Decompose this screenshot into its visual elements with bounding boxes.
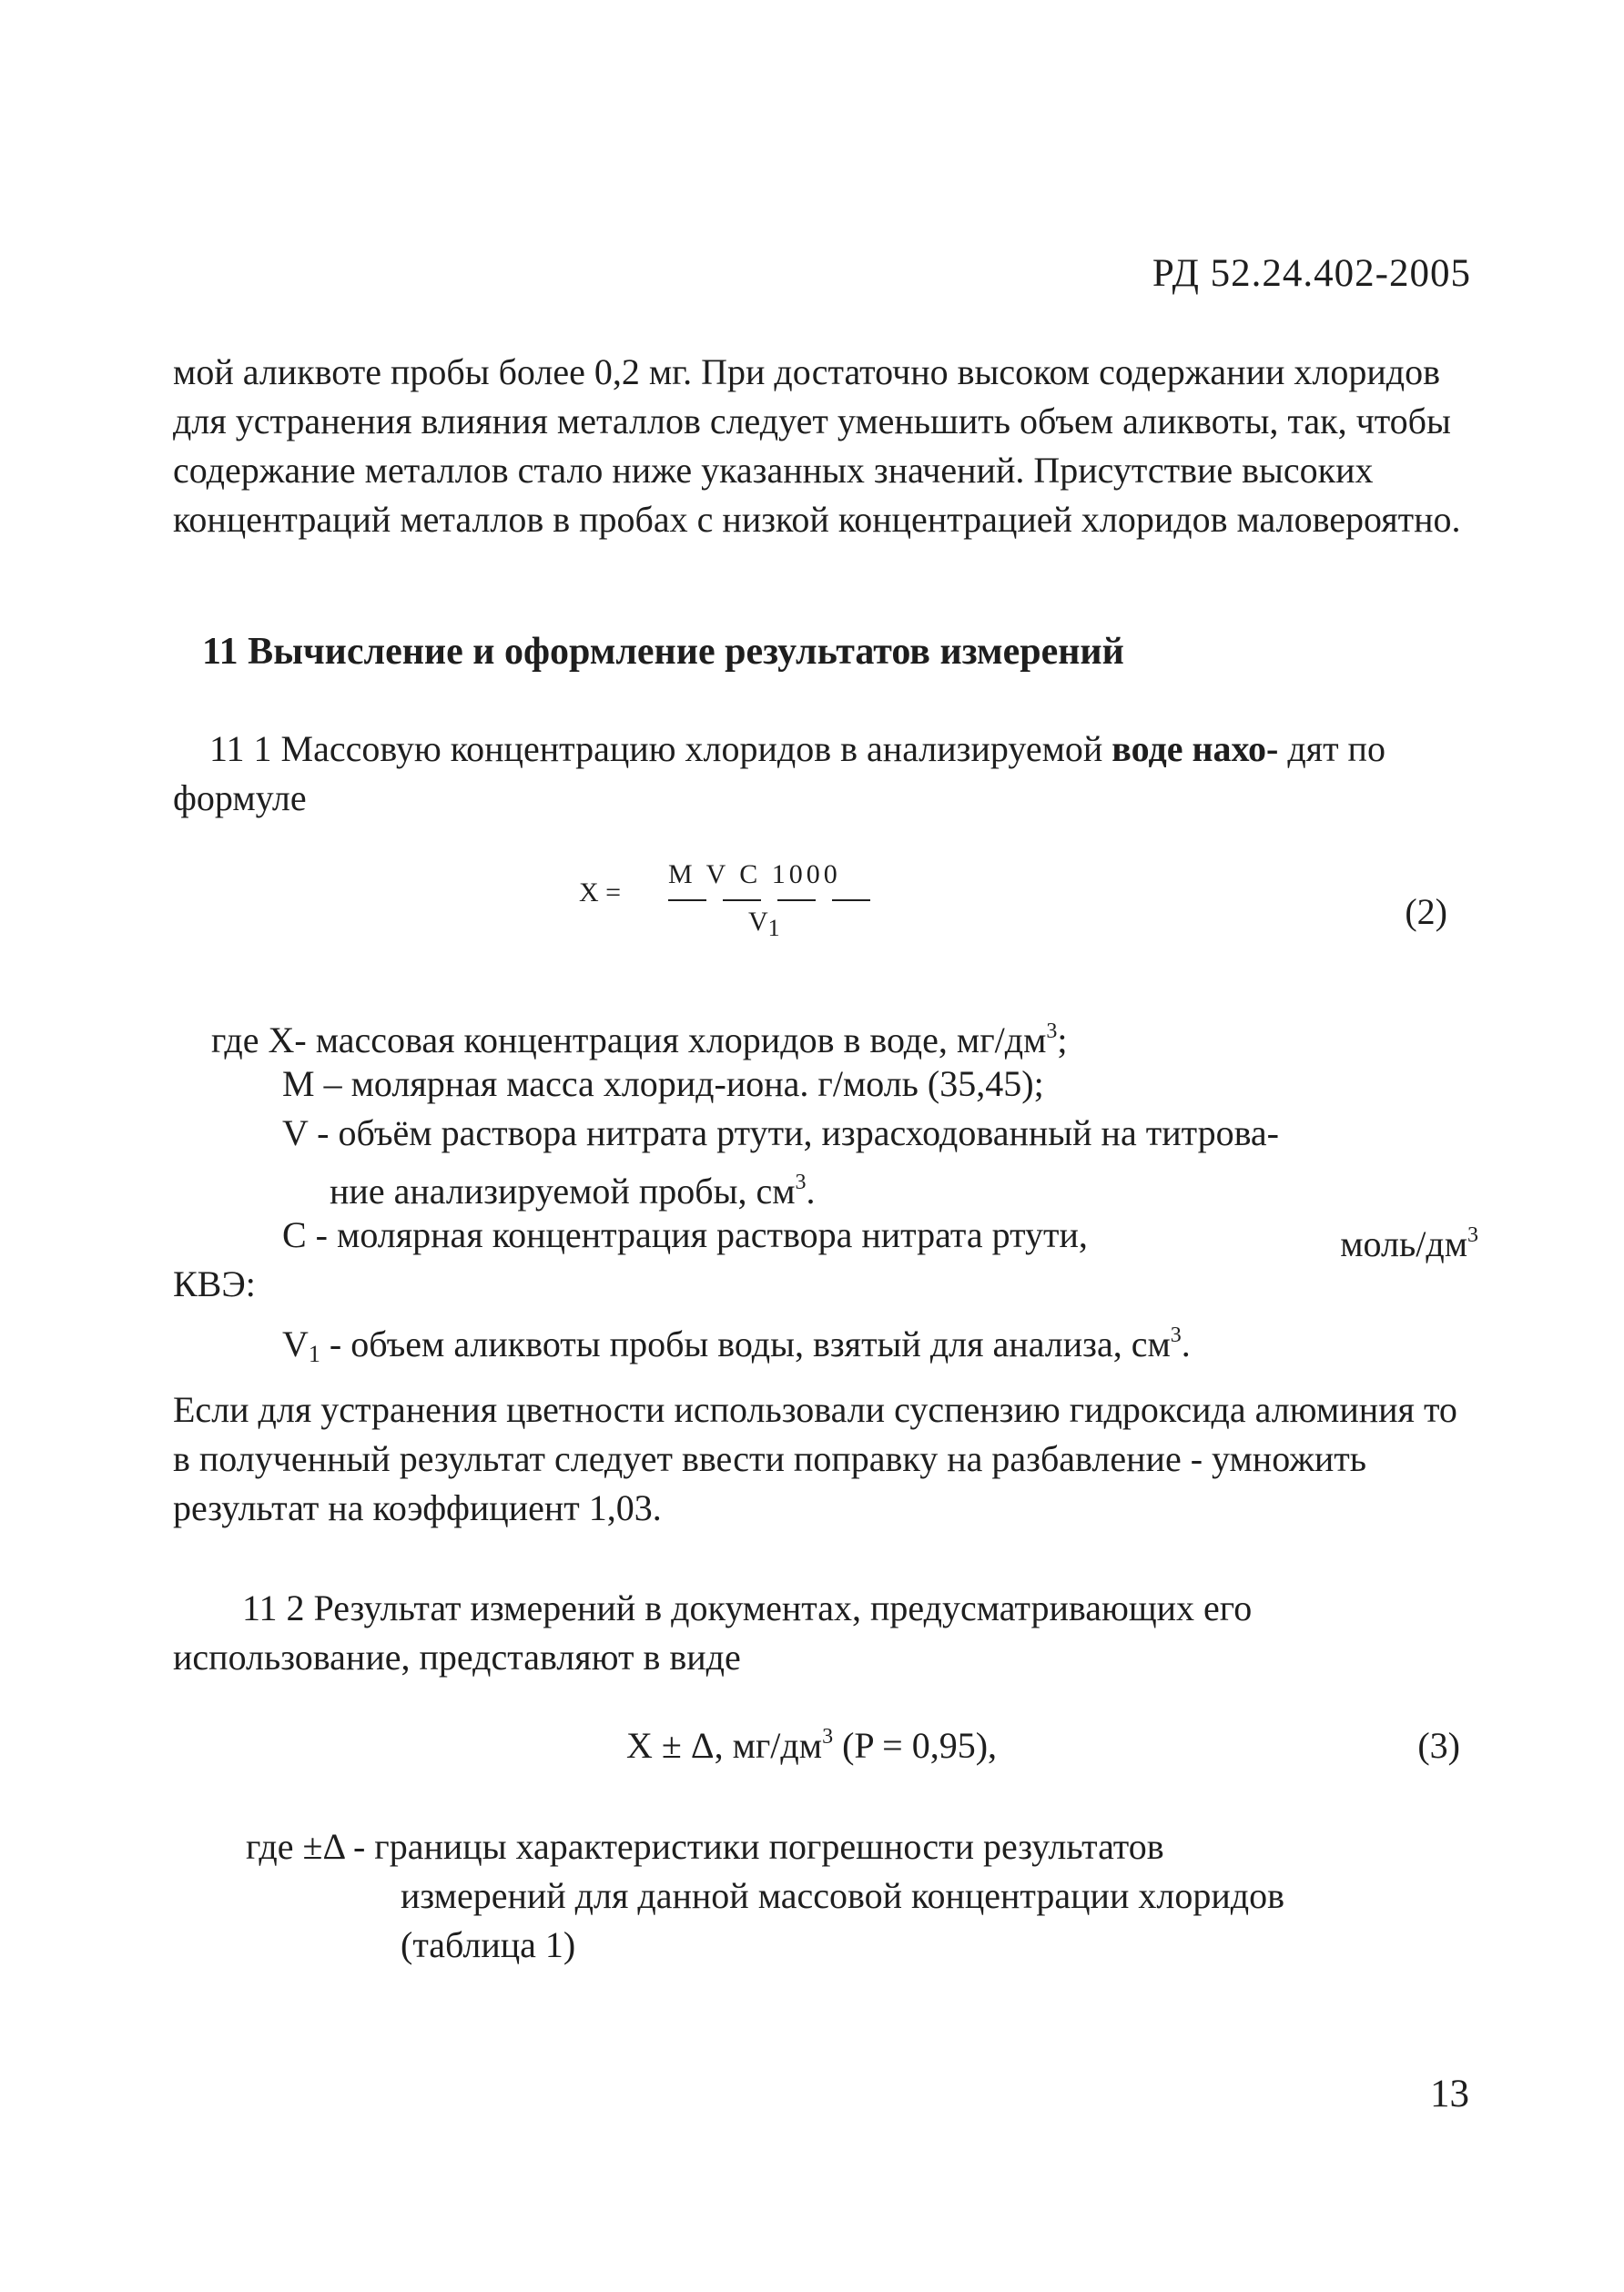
intro-paragraph: мой аликвоте пробы более 0,2 мг. При достаточно высоком содержании хлоридов для устранения влияния металлов следует уменьшить объем аликвоты, так, чтобы содержание металлов стало ниже указанных значений. Присутствие высоких концентраций металлов в пробах с низкой концентрацией хлоридов маловероятно. (173, 351, 1461, 540)
document-code: РД 52.24.402-2005 (1152, 252, 1471, 295)
where-v1-symbol: V (282, 1323, 309, 1364)
where-c-unit (1340, 1211, 1478, 1269)
where-x-end: ; (1057, 1019, 1068, 1060)
paragraph-11-1 (173, 725, 1475, 823)
formula-3 (626, 1724, 997, 1767)
color-correction-paragraph: Если для устранения цветности использовали суспензию гидроксида алюминия то в полученный результат следует ввести поправку на разбавление - умножить результат на коэффициент 1,03. (173, 1389, 1457, 1528)
paragraph-11-2: 11 2 Результат измерений в документах, предусматривающих его использование, представляют в виде (173, 1587, 1253, 1678)
where-c-unit-superscript: 3 (1467, 1223, 1478, 1247)
where-x-text: где X- массовая концентрация хлоридов в воде, мг/дм (211, 1019, 1047, 1060)
where-x-superscript: 3 (1046, 1019, 1058, 1043)
equation-number-2: (2) (1405, 891, 1447, 932)
where-kvo-line: КВЭ: (173, 1263, 256, 1304)
where-v1-superscript: 3 (1170, 1323, 1182, 1347)
section-heading: 11 Вычисление и оформление результатов измерений (202, 631, 1124, 673)
where-v1-text: - объем аликвоты пробы воды, взятый для анализа, см (320, 1323, 1171, 1364)
paragraph-11-1-end: дят по формуле (173, 728, 1385, 818)
formula-2-denominator-subscript: 1 (767, 915, 780, 941)
where-c-unit-text: моль/дм (1340, 1223, 1467, 1264)
where-delta-line-2: измерений для данной массовой концентрации хлоридов (401, 1875, 1284, 1916)
formula-2 (579, 859, 870, 959)
equation-number-3: (3) (1417, 1725, 1460, 1766)
where-m-line: M – молярная масса хлорид-иона. г/моль (35,45); (282, 1063, 1044, 1104)
where-delta-line-1: где ±Δ - границы характеристики погрешности результатов (246, 1826, 1164, 1867)
where-v-line-1: V - объём раствора нитрата ртути, израсходованный на титрова- (282, 1112, 1279, 1153)
formula-2-denominator-symbol: V (748, 907, 768, 937)
formula-3-tail: (P = 0,95), (833, 1725, 998, 1766)
where-x-line (211, 1007, 1068, 1065)
where-v-line-2-text: ние анализируемой пробы, см (330, 1171, 796, 1212)
formula-2-numerator: M V C 1000 (668, 859, 841, 889)
formula-2-denominator (748, 907, 780, 942)
where-delta-line-3: (таблица 1) (401, 1924, 576, 1965)
formula-2-lhs: X = (579, 877, 622, 908)
where-v1-line (282, 1311, 1191, 1379)
where-v1-subscript: 1 (308, 1341, 320, 1367)
where-v1-end: . (1181, 1323, 1191, 1364)
page-number: 13 (1430, 2073, 1469, 2115)
where-v-line-2-end: . (806, 1171, 816, 1212)
formula-3-superscript: 3 (822, 1725, 834, 1749)
where-c-line: C - молярная концентрация раствора нитрата ртути, (282, 1214, 1088, 1255)
where-v-line-2-superscript: 3 (795, 1171, 807, 1194)
paragraph-11-1-start: 11 1 Массовую концентрацию хлоридов в анализируемой (209, 728, 1112, 769)
formula-3-text: X ± Δ, мг/дм (626, 1725, 823, 1766)
formula-2-fraction-bar (668, 899, 878, 901)
paragraph-11-1-bold: воде нахо- (1111, 728, 1279, 769)
where-v-line-2 (330, 1158, 816, 1216)
